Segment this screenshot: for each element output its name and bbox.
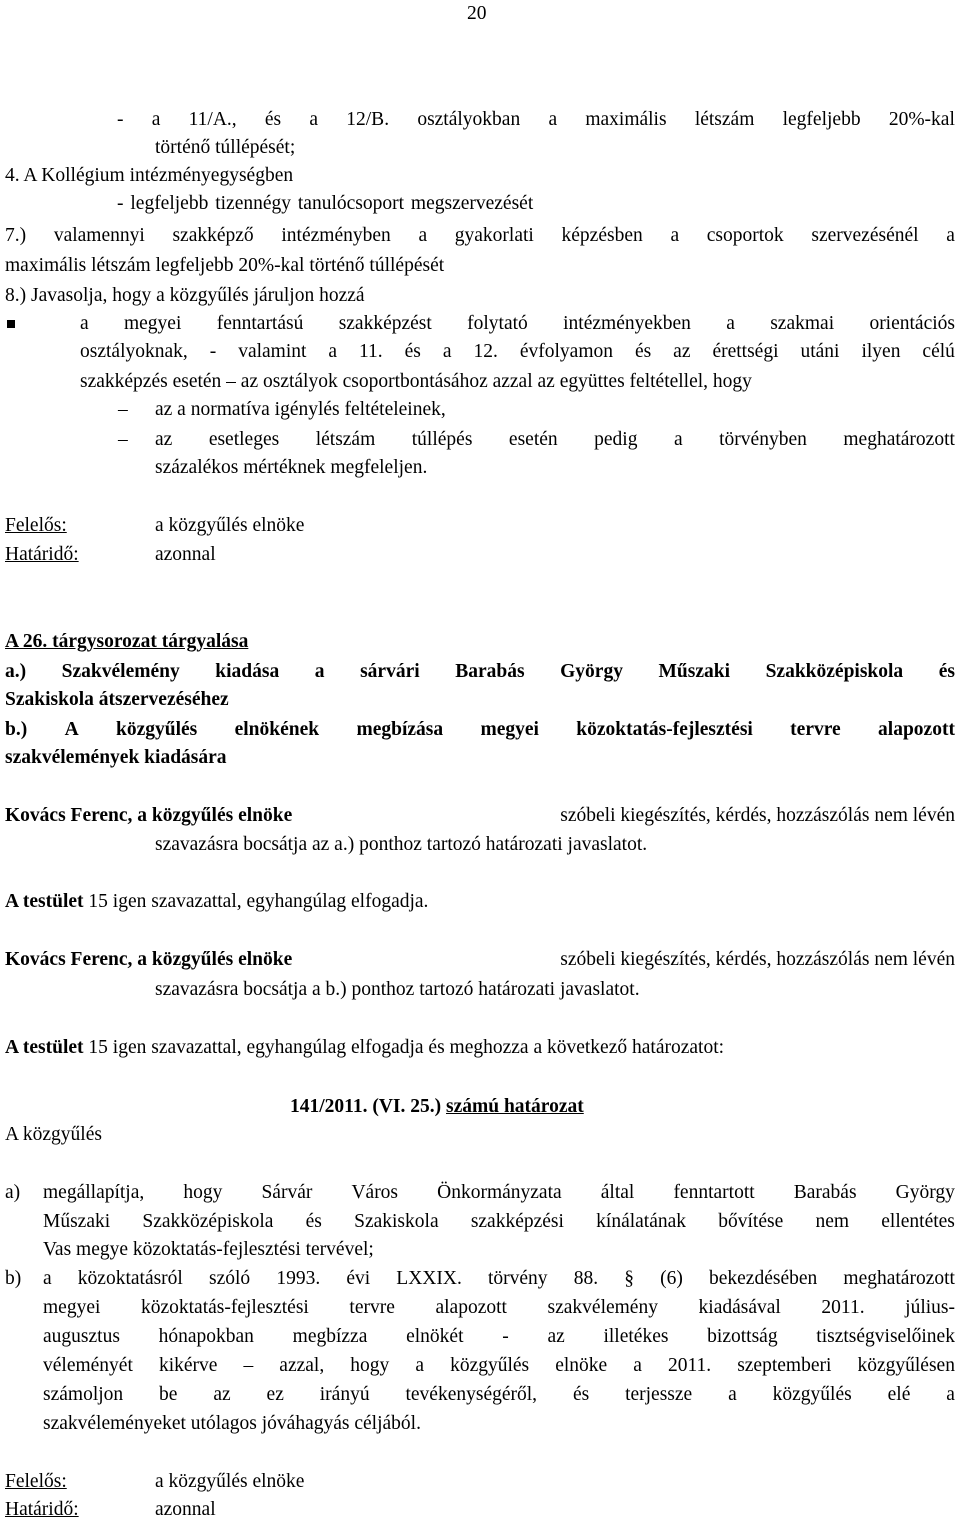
speaker-line-continuation: szavazásra bocsátja az a.) ponthoz tartozó határozati javaslatot. [155,834,648,855]
dash-item-continuation: százalékos mértéknek megfeleljen. [155,457,428,478]
paragraph-line: 8.) Javasolja, hogy a közgyűlés járuljon hozzá [5,285,365,306]
bullet-item-line: osztályoknak, - valamint a 11. és a 12. évfolyamon és az érettségi utáni ilyen célú [80,341,955,362]
dash-item: az esetleges létszám túllépés esetén pedig a törvényben meghatározott [155,429,955,450]
square-bullet-icon [7,320,15,328]
speaker-line-continuation: szavazásra bocsátja a b.) ponthoz tartozó határozati javaslatot. [155,979,640,1000]
dash-bullet-icon: – [118,399,128,420]
dash-item: az a normatíva igénylés feltételeinek, [155,399,446,420]
resolution-issuer: A közgyűlés [5,1124,102,1145]
page-number: 20 [467,3,487,24]
deadline-value: azonnal [155,1499,216,1520]
deadline-label: Határidő: [5,1499,79,1520]
resolution-item-line: szakvéleményeket utólagos jóváhagyás céljából. [43,1413,421,1434]
item-marker: b) [5,1268,22,1289]
speaker-text: szóbeli kiegészítés, kérdés, hozzászólás nem lévén [560,805,955,826]
list-item-continuation: történő túllépését; [155,137,296,158]
resolution-item-line: Műszaki Szakközépiskola és Szakiskola szakképzési kínálatának bővítése nem ellentétes [43,1211,955,1232]
item-marker: a) [5,1182,21,1203]
resolution-item-line: Vas megye közoktatás-fejlesztési tervével; [43,1239,374,1260]
resolution-item-line: a közoktatásról szóló 1993. évi LXXIX. törvény 88. § (6) bekezdésében meghatározott [43,1268,955,1289]
agenda-subitem: b.) A közgyűlés elnökének megbízása megyei közoktatás-fejlesztési tervre alapozott [5,719,955,740]
resolution-item-line: számoljon be az ez irányú tevékenységéről, és terjessze a közgyűlés elé a [43,1384,955,1405]
resolution-item-line: véleményét kikérve – azzal, hogy a közgyűlés elnöke a 2011. szeptemberi közgyűlésen [43,1355,955,1376]
agenda-heading: A 26. tárgysorozat tárgyalása [5,631,249,652]
resolution-item-line: megyei közoktatás-fejlesztési tervre alapozott szakvélemény kiadásával 2011. július- [43,1297,955,1318]
resolution-title: 141/2011. (VI. 25.) számú határozat [290,1096,584,1117]
responsible-label: Felelős: [5,515,67,536]
speaker-name: Kovács Ferenc, a közgyűlés elnöke [5,805,293,826]
list-heading: 4. A Kollégium intézményegységben [5,165,294,186]
deadline-value: azonnal [155,544,216,565]
dash-bullet-icon: – [118,429,128,450]
speaker-line [5,806,955,826]
vote-result: A testület 15 igen szavazattal, egyhangúlag elfogadja. [5,891,429,912]
paragraph-line: maximális létszám legfeljebb 20%-kal történő túllépését [5,255,445,276]
responsible-value: a közgyűlés elnöke [155,1471,305,1492]
responsible-value: a közgyűlés elnöke [155,515,305,536]
speaker-name: Kovács Ferenc, a közgyűlés elnöke [5,949,293,970]
list-item: - a 11/A., és a 12/B. osztályokban a maximális létszám legfeljebb 20%-kal [117,109,955,130]
bullet-item-line: szakképzés esetén – az osztályok csoportbontásához azzal az együttes feltétellel, hogy [80,371,752,392]
speaker-line [5,950,955,970]
resolution-item-line: augusztus hónapokban megbízza elnökét - az illetékes bizottság tisztségviselőinek [43,1326,955,1347]
deadline-label: Határidő: [5,544,79,565]
agenda-subitem: Szakiskola átszervezéséhez [5,689,229,710]
list-item: - legfeljebb tizennégy tanulócsoport megszervezését [117,193,534,214]
paragraph-line: 7.) valamennyi szakképző intézményben a gyakorlati képzésben a csoportok szervezésénél a [5,225,955,246]
speaker-text: szóbeli kiegészítés, kérdés, hozzászólás nem lévén [560,949,955,970]
agenda-subitem: szakvélemények kiadására [5,747,227,768]
agenda-subitem: a.) Szakvélemény kiadása a sárvári Barabás György Műszaki Szakközépiskola és [5,661,955,682]
resolution-item-line: megállapítja, hogy Sárvár Város Önkormányzata által fenntartott Barabás György [43,1182,955,1203]
vote-result: A testület 15 igen szavazattal, egyhangúlag elfogadja és meghozza a következő határozatot: [5,1037,725,1058]
bullet-item-line: a megyei fenntartású szakképzést folytató intézményekben a szakmai orientációs [80,313,955,334]
responsible-label: Felelős: [5,1471,67,1492]
